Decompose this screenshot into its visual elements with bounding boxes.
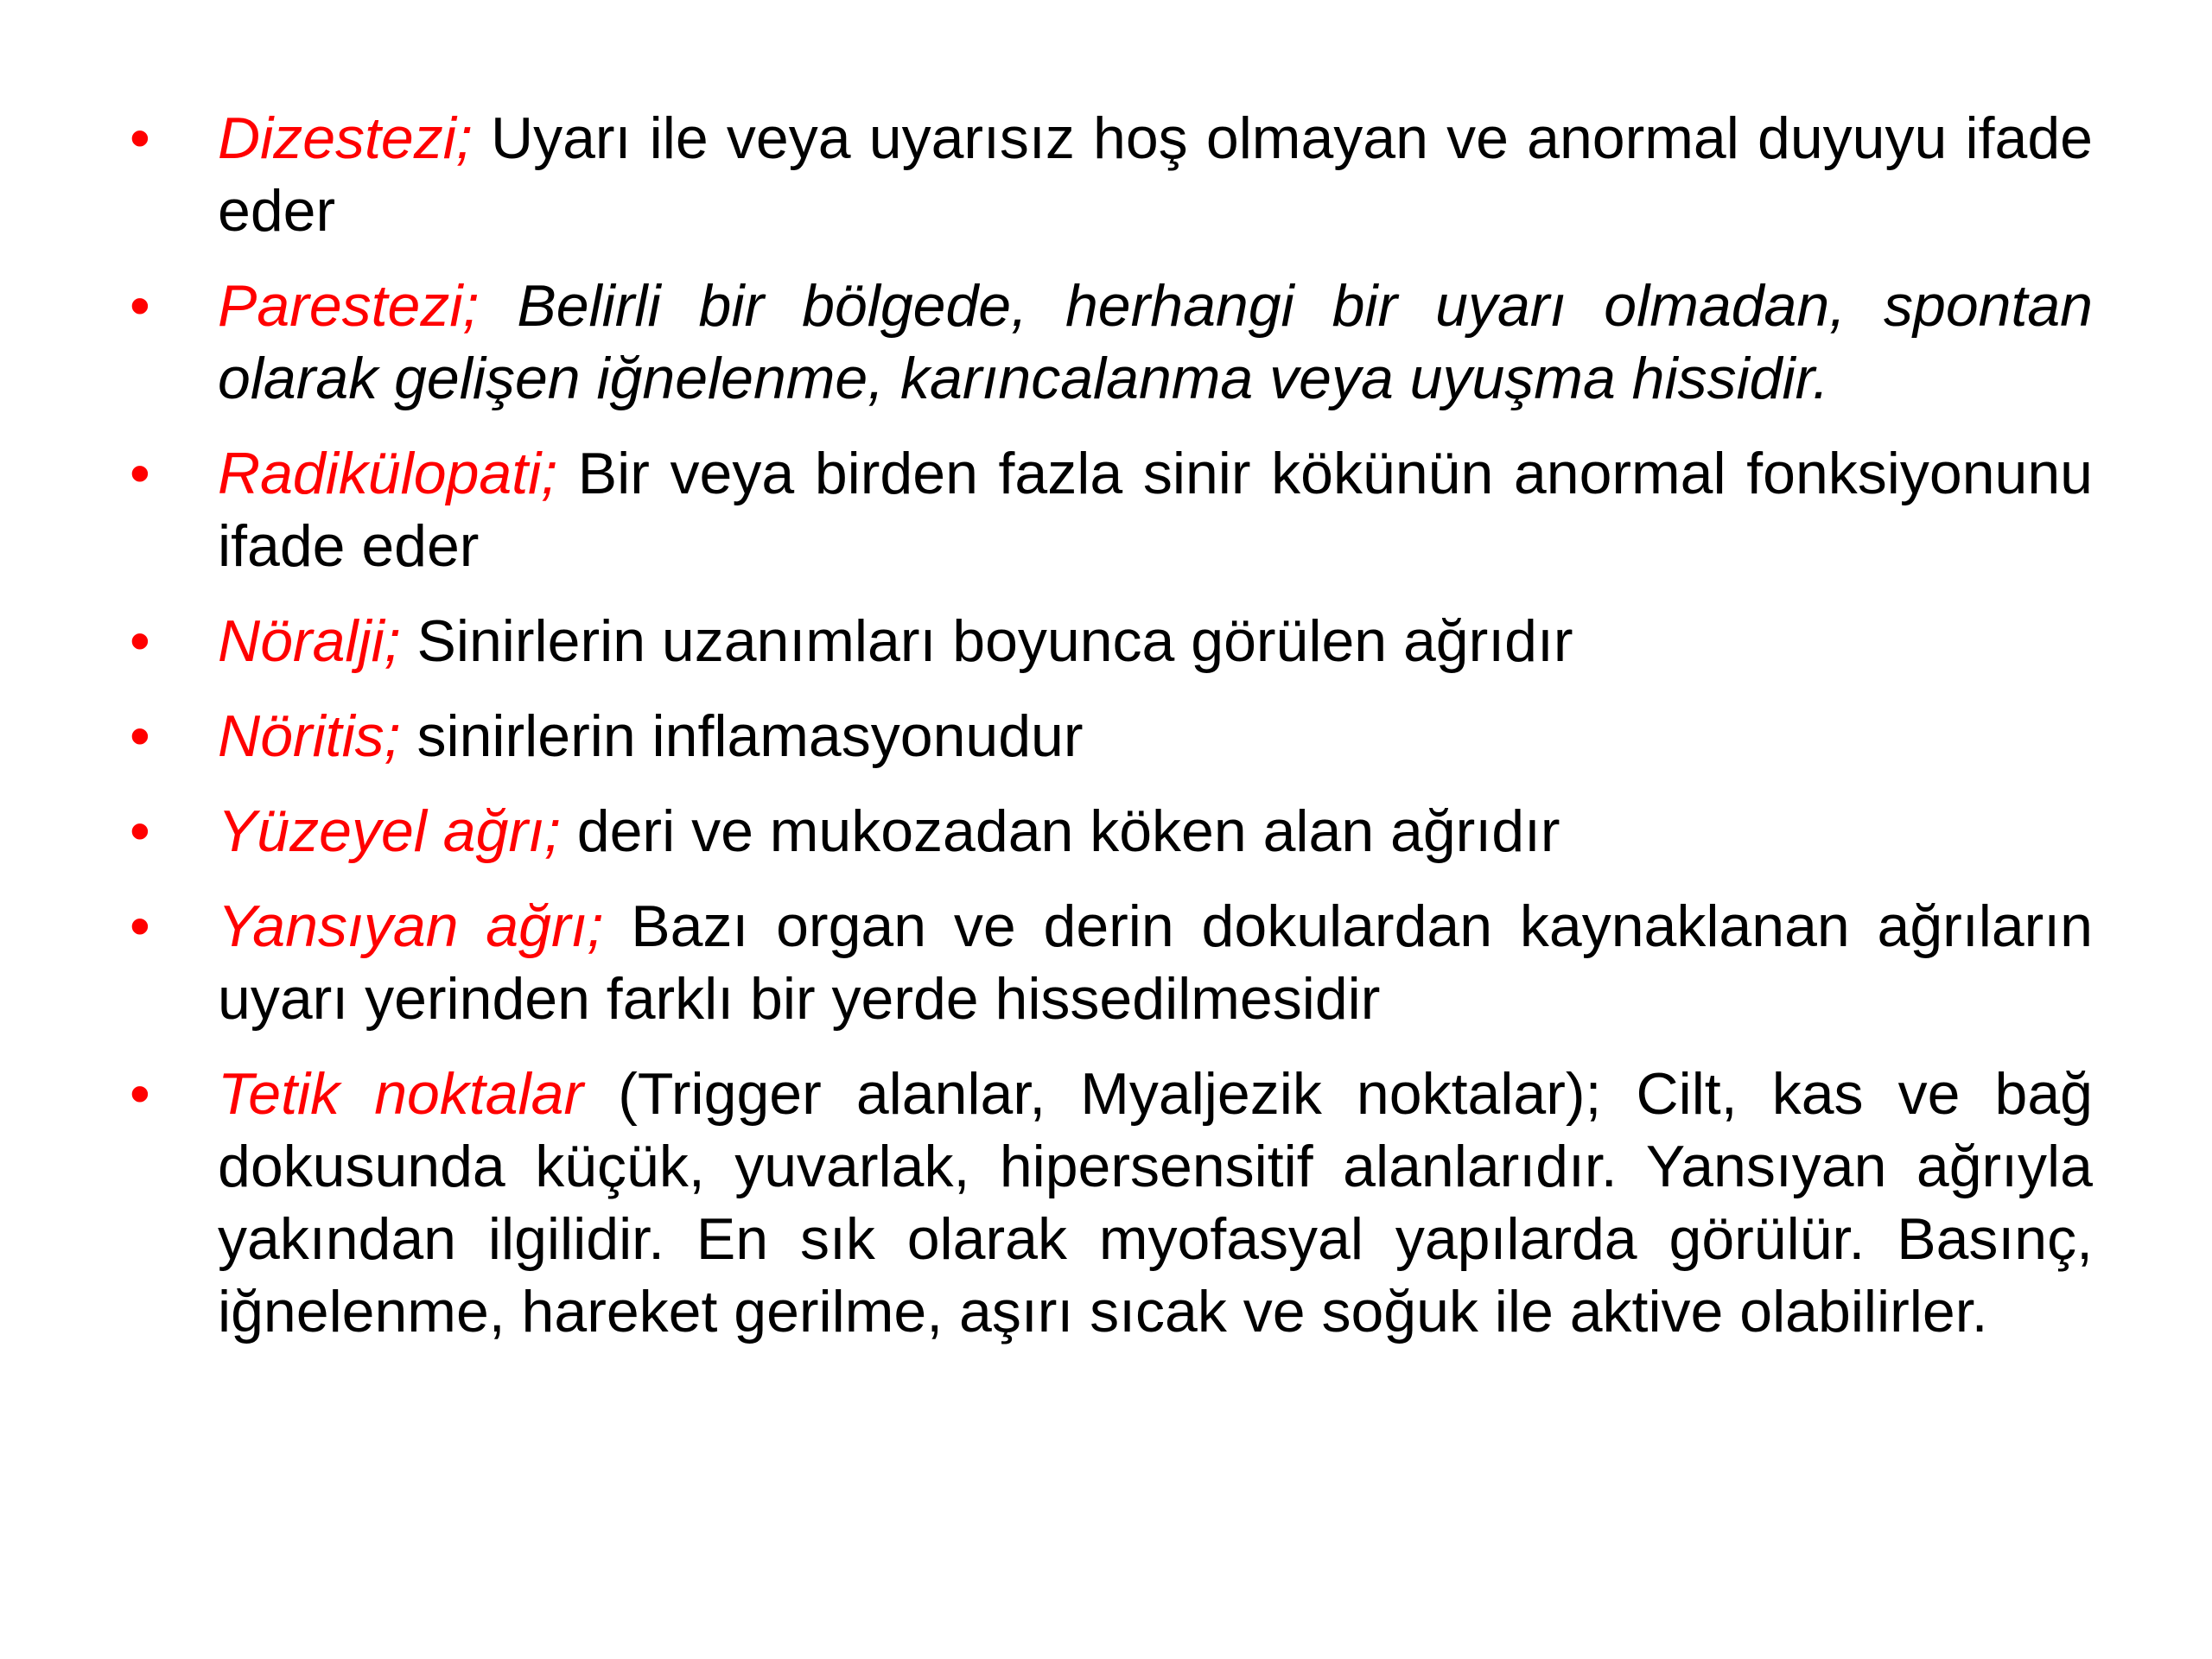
list-item-noralji <box>130 605 2093 677</box>
definition-yuzeyel-agri: deri ve mukozadan köken alan ağrıdır <box>560 798 1560 864</box>
bullet-icon: • <box>130 105 150 171</box>
bullet-icon: • <box>130 441 150 506</box>
term-parestezi: Parestezi; <box>218 273 480 339</box>
term-tetik-noktalar: Tetik noktalar <box>218 1061 584 1127</box>
term-radikulopati: Radikülopati; <box>218 441 558 506</box>
definition-list <box>130 102 2093 1370</box>
definition-yansiyan-agri: Bazı organ ve derin dokulardan kaynaklanan ağrıların uyarı yerinden farklı bir yerde hissedilmesidir <box>218 893 2093 1032</box>
list-item-radikulopati <box>130 437 2093 582</box>
term-yansiyan-agri: Yansıyan ağrı; <box>218 893 604 959</box>
definition-noritis: sinirlerin inflamasyonudur <box>400 703 1084 769</box>
list-item-dizestezi <box>130 102 2093 247</box>
term-noralji: Nöralji; <box>218 608 401 674</box>
list-item-noritis <box>130 700 2093 772</box>
list-item-parestezi <box>130 270 2093 415</box>
list-item-yuzeyel-agri <box>130 795 2093 868</box>
term-yuzeyel-agri: Yüzeyel ağrı; <box>218 798 561 864</box>
bullet-icon: • <box>130 273 150 339</box>
list-item-tetik-noktalar <box>130 1058 2093 1348</box>
term-noritis: Nöritis; <box>218 703 401 769</box>
bullet-icon: • <box>130 703 150 769</box>
bullet-icon: • <box>130 1061 150 1127</box>
bullet-icon: • <box>130 608 150 674</box>
definition-dizestezi: Uyarı ile veya uyarısız hoş olmayan ve anormal duyuyu ifade eder <box>218 105 2093 244</box>
bullet-icon: • <box>130 798 150 864</box>
definition-tetik-noktalar: (Trigger alanlar, Myaljezik noktalar); Cilt, kas ve bağ dokusunda küçük, yuvarlak, hipersensitif alanlarıdır. Yansıyan ağrıyla yakından ilgilidir. En sık olarak myofasyal yapılarda görülür. Basınç, iğnelenme, hareket gerilme, aşırı sıcak ve soğuk ile aktive olabilirler. <box>218 1061 2093 1344</box>
list-item-yansiyan-agri <box>130 890 2093 1035</box>
bullet-icon: • <box>130 893 150 959</box>
definition-radikulopati: Bir veya birden fazla sinir kökünün anormal fonksiyonunu ifade eder <box>218 441 2093 579</box>
definition-noralji: Sinirlerin uzanımları boyunca görülen ağrıdır <box>400 608 1573 674</box>
term-dizestezi: Dizestezi; <box>218 105 473 171</box>
definition-parestezi: Belirli bir bölgede, herhangi bir uyarı olmadan, spontan olarak gelişen iğnelenme, karıncalanma veya uyuşma hissidir. <box>218 273 2093 411</box>
